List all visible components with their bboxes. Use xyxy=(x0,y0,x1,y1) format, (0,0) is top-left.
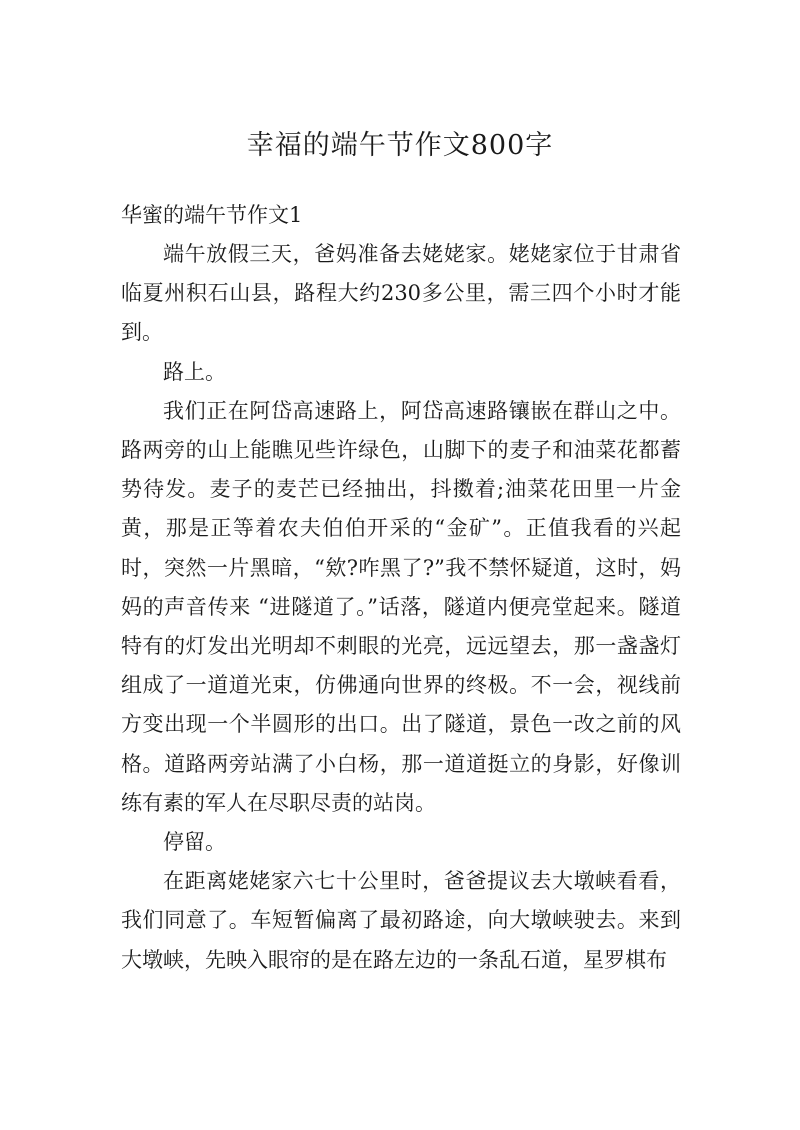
paragraph-daduxia: 在距离姥姥家六七十公里时，爸爸提议去大墩峡看看，我们同意了。车短暂偏离了最初路途，向大墩峡驶去。来到大墩峡，先映入眼帘的是在路左边的一条乱石道，星罗棋布 xyxy=(121,869,681,972)
paragraph-highway: 我们正在阿岱高速路上，阿岱高速路镶嵌在群山之中。路两旁的山上能瞧见些许绿色，山脚下的麦子和油菜花都蓄势待发。麦子的麦芒已经抽出，抖擞着;油菜花田里一片金黄，那是正等着农夫伯伯开采的“金矿”。正值我看的兴起时，突然一片黑暗，“欸?咋黑了?”我不禁怀疑道，这时，妈妈的声音传来 “进隧道了。”话落，隧道内便亮堂起来。隧道特有的灯发出光明却不刺眼的光亮，远远望去，那一盏盏灯组成了一道道光束，仿佛通向世界的终极。不一会，视线前方变出现一个半圆形的出口。出了隧道，景色一改之前的风格。道路两旁站满了小白杨，那一道道挺立的身影，好像训练有素的军人在尽职尽责的站岗。 xyxy=(121,398,681,815)
document-body xyxy=(121,235,681,980)
document-title: 幸福的端午节作文800字 xyxy=(246,130,554,161)
section-heading: 华蜜的端午节作文1 xyxy=(121,203,303,227)
paragraph-intro: 端午放假三天，爸妈准备去姥姥家。姥姥家位于甘肃省临夏州积石山县，路程大约230多公里，需三四个小时才能到。 xyxy=(121,242,681,345)
paragraph-on-the-road: 路上。 xyxy=(163,359,226,384)
paragraph-stop: 停留。 xyxy=(163,830,226,855)
